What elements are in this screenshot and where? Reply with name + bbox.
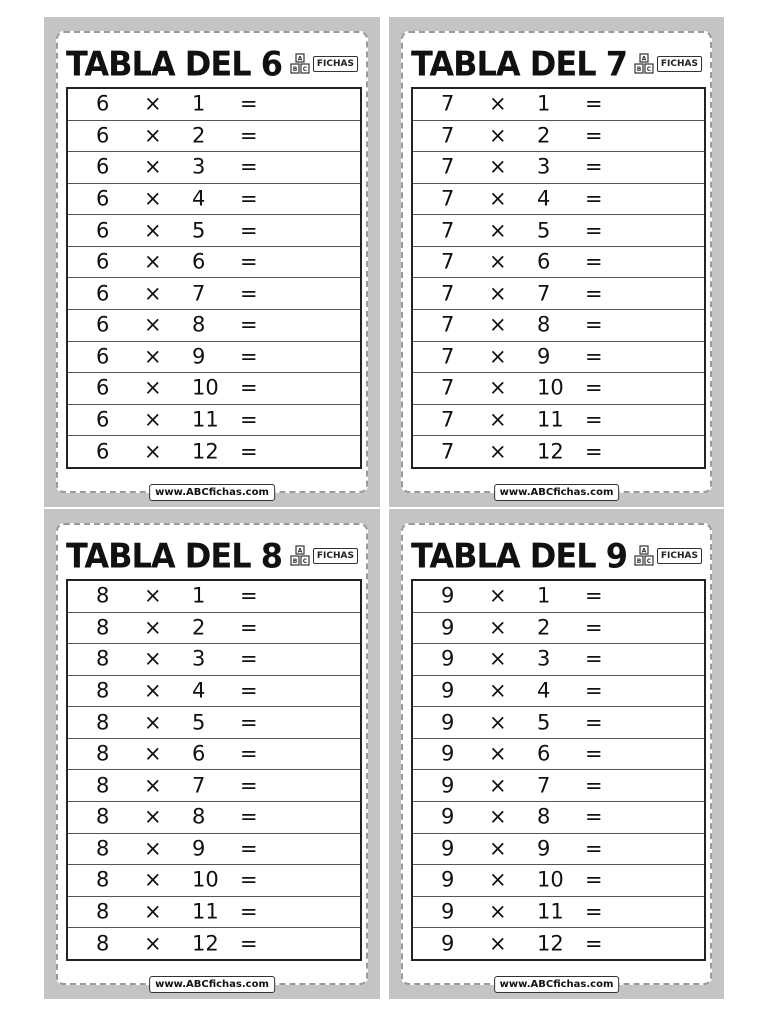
multiplier: 11: [537, 899, 564, 924]
table-row: [413, 738, 704, 770]
logo-letter: A: [641, 547, 647, 555]
multiplier: 8: [192, 312, 206, 337]
table-row: [413, 183, 704, 215]
equals-symbol: =: [585, 154, 603, 179]
logo-letter: A: [297, 55, 303, 63]
table-row: [413, 341, 704, 373]
equals-symbol: =: [240, 646, 258, 671]
times-symbol: ×: [489, 281, 507, 306]
equals-symbol: =: [240, 186, 258, 211]
times-symbol: ×: [144, 741, 162, 766]
multiplier: 7: [537, 773, 551, 798]
times-symbol: ×: [489, 899, 507, 924]
multiplicand: 7: [441, 186, 455, 211]
multiplication-table: [66, 579, 362, 961]
multiplier: 11: [537, 407, 564, 432]
times-symbol: ×: [489, 804, 507, 829]
multiplier: 1: [192, 91, 206, 116]
multiplier: 6: [192, 249, 206, 274]
multiplicand: 8: [96, 773, 110, 798]
times-symbol: ×: [144, 804, 162, 829]
times-symbol: ×: [489, 710, 507, 735]
equals-symbol: =: [585, 773, 603, 798]
times-symbol: ×: [489, 836, 507, 861]
multiplicand: 6: [96, 186, 110, 211]
table-row: [413, 864, 704, 896]
table-row: [68, 404, 360, 436]
table-row: [68, 277, 360, 309]
multiplicand: 9: [441, 773, 455, 798]
equals-symbol: =: [585, 439, 603, 464]
table-row: [413, 120, 704, 152]
table-row: [413, 89, 704, 120]
multiplicand: 9: [441, 678, 455, 703]
multiplicand: 7: [441, 218, 455, 243]
equals-symbol: =: [240, 154, 258, 179]
table-row: [413, 896, 704, 928]
multiplicand: 8: [96, 741, 110, 766]
logo-letter: A: [641, 55, 647, 63]
times-symbol: ×: [144, 678, 162, 703]
equals-symbol: =: [240, 710, 258, 735]
multiplier: 1: [192, 583, 206, 608]
multiplicand: 7: [441, 123, 455, 148]
times-symbol: ×: [144, 375, 162, 400]
multiplicand: 9: [441, 931, 455, 956]
table-row: [68, 769, 360, 801]
times-symbol: ×: [489, 154, 507, 179]
equals-symbol: =: [585, 615, 603, 640]
multiplicand: 9: [441, 867, 455, 892]
multiplier: 9: [192, 344, 206, 369]
worksheet-card: [401, 523, 712, 985]
equals-symbol: =: [585, 123, 603, 148]
multiplier: 4: [192, 678, 206, 703]
multiplicand: 7: [441, 312, 455, 337]
multiplicand: 9: [441, 646, 455, 671]
logo-letter: A: [297, 547, 303, 555]
equals-symbol: =: [240, 836, 258, 861]
table-title: TABLA DEL 7: [411, 44, 628, 84]
logo-letter: B: [636, 66, 642, 73]
times-symbol: ×: [489, 375, 507, 400]
times-symbol: ×: [489, 867, 507, 892]
times-symbol: ×: [489, 931, 507, 956]
multiplicand: 6: [96, 154, 110, 179]
equals-symbol: =: [585, 678, 603, 703]
equals-symbol: =: [240, 867, 258, 892]
equals-symbol: =: [240, 375, 258, 400]
times-symbol: ×: [489, 344, 507, 369]
multiplicand: 7: [441, 249, 455, 274]
multiplier: 9: [537, 836, 551, 861]
multiplier: 10: [192, 375, 219, 400]
equals-symbol: =: [240, 344, 258, 369]
times-symbol: ×: [144, 931, 162, 956]
times-symbol: ×: [144, 312, 162, 337]
multiplier: 11: [192, 407, 219, 432]
times-symbol: ×: [489, 407, 507, 432]
times-symbol: ×: [489, 615, 507, 640]
times-symbol: ×: [144, 867, 162, 892]
times-symbol: ×: [144, 583, 162, 608]
times-symbol: ×: [489, 439, 507, 464]
multiplier: 7: [537, 281, 551, 306]
equals-symbol: =: [585, 312, 603, 337]
table-row: [413, 706, 704, 738]
abc-blocks-icon: [633, 545, 655, 567]
brand-logo: [633, 53, 702, 75]
equals-symbol: =: [240, 249, 258, 274]
table-row: [413, 309, 704, 341]
multiplicand: 7: [441, 407, 455, 432]
times-symbol: ×: [144, 836, 162, 861]
multiplier: 6: [192, 741, 206, 766]
multiplicand: 9: [441, 583, 455, 608]
multiplicand: 8: [96, 646, 110, 671]
table-row: [413, 643, 704, 675]
website-footer: www.ABCfichas.com: [494, 484, 620, 501]
multiplicand: 8: [96, 931, 110, 956]
multiplicand: 6: [96, 439, 110, 464]
times-symbol: ×: [144, 615, 162, 640]
multiplicand: 9: [441, 710, 455, 735]
times-symbol: ×: [144, 710, 162, 735]
logo-text: FICHAS: [657, 548, 702, 564]
multiplicand: 7: [441, 154, 455, 179]
brand-logo: [289, 545, 358, 567]
multiplier: 5: [192, 218, 206, 243]
table-row: [68, 183, 360, 215]
table-row: [68, 372, 360, 404]
equals-symbol: =: [240, 931, 258, 956]
times-symbol: ×: [144, 439, 162, 464]
multiplier: 12: [192, 439, 219, 464]
equals-symbol: =: [585, 899, 603, 924]
equals-symbol: =: [585, 407, 603, 432]
abc-blocks-icon: [289, 53, 311, 75]
multiplier: 3: [192, 154, 206, 179]
worksheet-sheet: [44, 17, 380, 507]
multiplier: 2: [192, 615, 206, 640]
multiplier: 8: [192, 804, 206, 829]
equals-symbol: =: [240, 281, 258, 306]
table-row: [413, 833, 704, 865]
equals-symbol: =: [585, 646, 603, 671]
times-symbol: ×: [489, 186, 507, 211]
logo-text: FICHAS: [313, 56, 358, 72]
equals-symbol: =: [240, 123, 258, 148]
brand-logo: [633, 545, 702, 567]
table-row: [413, 372, 704, 404]
times-symbol: ×: [489, 218, 507, 243]
logo-letter: B: [292, 66, 298, 73]
multiplier: 11: [192, 899, 219, 924]
multiplier: 1: [537, 583, 551, 608]
equals-symbol: =: [585, 804, 603, 829]
multiplier: 6: [537, 741, 551, 766]
times-symbol: ×: [489, 773, 507, 798]
worksheet-sheet: [389, 509, 724, 999]
multiplier: 3: [192, 646, 206, 671]
times-symbol: ×: [489, 312, 507, 337]
times-symbol: ×: [144, 899, 162, 924]
logo-letter: B: [636, 558, 642, 565]
times-symbol: ×: [489, 91, 507, 116]
equals-symbol: =: [240, 407, 258, 432]
multiplicand: 6: [96, 91, 110, 116]
equals-symbol: =: [240, 583, 258, 608]
worksheet-sheet: [389, 17, 724, 507]
multiplier: 1: [537, 91, 551, 116]
multiplier: 5: [537, 710, 551, 735]
equals-symbol: =: [585, 281, 603, 306]
times-symbol: ×: [144, 281, 162, 306]
worksheet-card: [56, 31, 368, 493]
equals-symbol: =: [240, 741, 258, 766]
table-title: TABLA DEL 9: [411, 536, 628, 576]
times-symbol: ×: [144, 646, 162, 671]
multiplicand: 8: [96, 583, 110, 608]
table-row: [413, 277, 704, 309]
website-footer: www.ABCfichas.com: [149, 484, 275, 501]
logo-letter: C: [302, 66, 308, 73]
table-row: [68, 643, 360, 675]
table-row: [68, 214, 360, 246]
worksheet-card: [56, 523, 368, 985]
multiplicand: 7: [441, 281, 455, 306]
equals-symbol: =: [585, 710, 603, 735]
multiplier: 2: [192, 123, 206, 148]
multiplier: 5: [537, 218, 551, 243]
table-row: [413, 435, 704, 467]
brand-logo: [289, 53, 358, 75]
equals-symbol: =: [240, 91, 258, 116]
multiplicand: 8: [96, 836, 110, 861]
equals-symbol: =: [585, 867, 603, 892]
equals-symbol: =: [240, 773, 258, 798]
table-row: [413, 214, 704, 246]
multiplicand: 7: [441, 344, 455, 369]
website-footer: www.ABCfichas.com: [494, 976, 620, 993]
equals-symbol: =: [240, 312, 258, 337]
times-symbol: ×: [489, 678, 507, 703]
multiplier: 10: [192, 867, 219, 892]
multiplier: 10: [537, 375, 564, 400]
equals-symbol: =: [240, 439, 258, 464]
times-symbol: ×: [144, 407, 162, 432]
table-row: [413, 404, 704, 436]
multiplier: 12: [537, 931, 564, 956]
multiplicand: 9: [441, 741, 455, 766]
table-row: [68, 833, 360, 865]
equals-symbol: =: [585, 741, 603, 766]
table-row: [68, 738, 360, 770]
table-row: [68, 246, 360, 278]
multiplier: 8: [537, 804, 551, 829]
table-row: [68, 89, 360, 120]
multiplier: 4: [192, 186, 206, 211]
multiplicand: 9: [441, 804, 455, 829]
multiplicand: 6: [96, 123, 110, 148]
equals-symbol: =: [585, 836, 603, 861]
multiplier: 7: [192, 773, 206, 798]
times-symbol: ×: [489, 583, 507, 608]
table-row: [413, 801, 704, 833]
multiplicand: 8: [96, 804, 110, 829]
times-symbol: ×: [489, 741, 507, 766]
times-symbol: ×: [489, 123, 507, 148]
table-row: [68, 927, 360, 959]
multiplier: 9: [192, 836, 206, 861]
times-symbol: ×: [144, 186, 162, 211]
equals-symbol: =: [240, 615, 258, 640]
table-title: TABLA DEL 8: [66, 536, 283, 576]
equals-symbol: =: [585, 344, 603, 369]
multiplicand: 7: [441, 91, 455, 116]
multiplier: 4: [537, 186, 551, 211]
equals-symbol: =: [585, 186, 603, 211]
multiplier: 7: [192, 281, 206, 306]
multiplier: 12: [537, 439, 564, 464]
abc-blocks-icon: [289, 545, 311, 567]
multiplier: 8: [537, 312, 551, 337]
table-row: [413, 675, 704, 707]
times-symbol: ×: [144, 773, 162, 798]
equals-symbol: =: [240, 678, 258, 703]
multiplicand: 8: [96, 615, 110, 640]
multiplicand: 9: [441, 615, 455, 640]
multiplier: 6: [537, 249, 551, 274]
times-symbol: ×: [144, 154, 162, 179]
logo-text: FICHAS: [657, 56, 702, 72]
times-symbol: ×: [489, 646, 507, 671]
table-row: [68, 581, 360, 612]
table-title: TABLA DEL 6: [66, 44, 283, 84]
multiplication-table: [411, 87, 706, 469]
abc-blocks-icon: [633, 53, 655, 75]
multiplicand: 6: [96, 312, 110, 337]
times-symbol: ×: [489, 249, 507, 274]
multiplicand: 7: [441, 439, 455, 464]
table-row: [413, 151, 704, 183]
table-row: [413, 769, 704, 801]
worksheet-sheet: [44, 509, 380, 999]
table-row: [68, 801, 360, 833]
multiplier: 5: [192, 710, 206, 735]
equals-symbol: =: [240, 804, 258, 829]
multiplicand: 8: [96, 867, 110, 892]
times-symbol: ×: [144, 249, 162, 274]
multiplier: 12: [192, 931, 219, 956]
multiplicand: 9: [441, 836, 455, 861]
multiplicand: 6: [96, 344, 110, 369]
equals-symbol: =: [585, 931, 603, 956]
table-row: [68, 435, 360, 467]
multiplier: 2: [537, 123, 551, 148]
times-symbol: ×: [144, 91, 162, 116]
table-row: [68, 864, 360, 896]
equals-symbol: =: [585, 91, 603, 116]
multiplicand: 8: [96, 899, 110, 924]
table-row: [413, 927, 704, 959]
logo-letter: C: [646, 558, 652, 565]
logo-text: FICHAS: [313, 548, 358, 564]
multiplication-table: [66, 87, 362, 469]
table-row: [413, 612, 704, 644]
multiplier: 9: [537, 344, 551, 369]
table-row: [68, 896, 360, 928]
table-row: [413, 581, 704, 612]
multiplicand: 9: [441, 899, 455, 924]
multiplicand: 6: [96, 218, 110, 243]
worksheet-card: [401, 31, 712, 493]
table-row: [68, 341, 360, 373]
equals-symbol: =: [585, 218, 603, 243]
table-row: [68, 612, 360, 644]
table-row: [68, 675, 360, 707]
multiplier: 2: [537, 615, 551, 640]
times-symbol: ×: [144, 218, 162, 243]
table-row: [413, 246, 704, 278]
multiplicand: 7: [441, 375, 455, 400]
logo-letter: B: [292, 558, 298, 565]
multiplicand: 6: [96, 281, 110, 306]
table-row: [68, 151, 360, 183]
website-footer: www.ABCfichas.com: [149, 976, 275, 993]
multiplier: 10: [537, 867, 564, 892]
equals-symbol: =: [240, 218, 258, 243]
logo-letter: C: [646, 66, 652, 73]
equals-symbol: =: [585, 583, 603, 608]
times-symbol: ×: [144, 344, 162, 369]
multiplicand: 6: [96, 407, 110, 432]
table-row: [68, 309, 360, 341]
multiplier: 3: [537, 154, 551, 179]
logo-letter: C: [302, 558, 308, 565]
multiplication-table: [411, 579, 706, 961]
equals-symbol: =: [585, 249, 603, 274]
equals-symbol: =: [240, 899, 258, 924]
multiplier: 3: [537, 646, 551, 671]
multiplicand: 8: [96, 710, 110, 735]
times-symbol: ×: [144, 123, 162, 148]
multiplicand: 6: [96, 375, 110, 400]
table-row: [68, 120, 360, 152]
multiplicand: 6: [96, 249, 110, 274]
multiplier: 4: [537, 678, 551, 703]
equals-symbol: =: [585, 375, 603, 400]
table-row: [68, 706, 360, 738]
multiplicand: 8: [96, 678, 110, 703]
